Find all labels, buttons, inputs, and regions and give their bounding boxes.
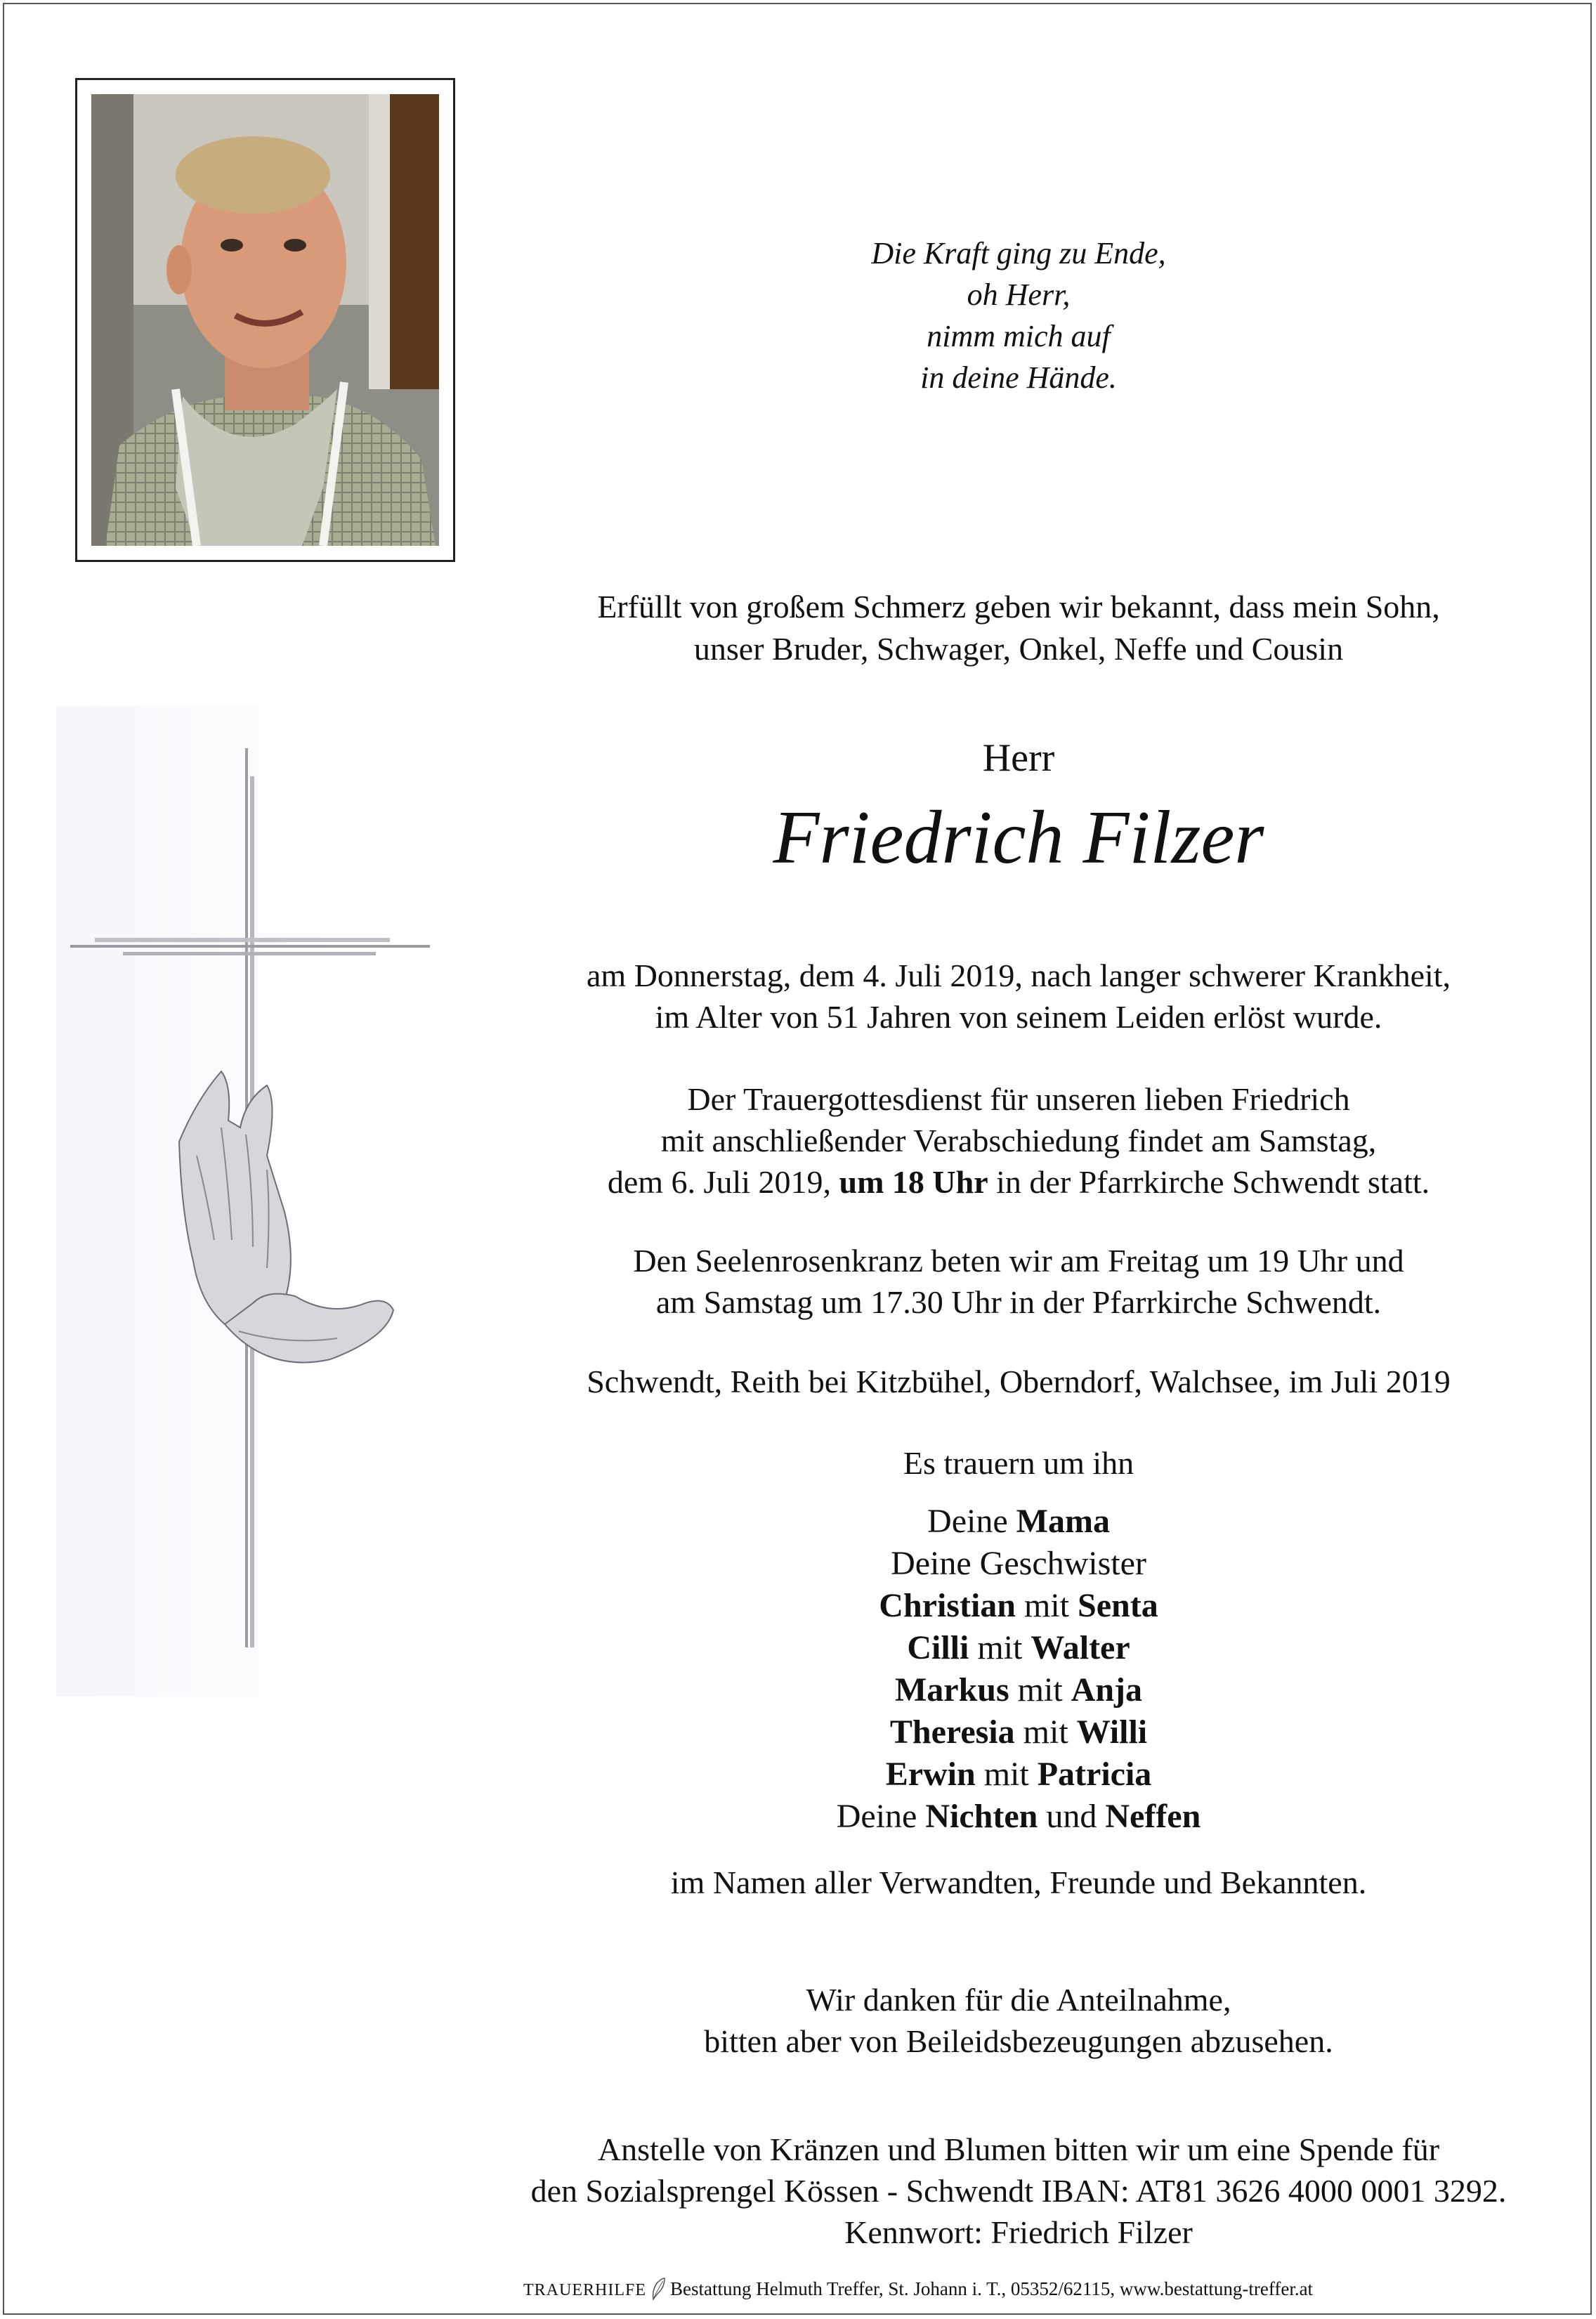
service-line xyxy=(506,1161,1531,1203)
verse-line: oh Herr, xyxy=(967,277,1071,312)
mourner-conjunction: mit xyxy=(977,1629,1023,1666)
service-line: Der Trauergottesdienst für unseren lieben Friedrich xyxy=(687,1081,1350,1117)
mourner-line xyxy=(506,1711,1531,1753)
mourner-name: Patricia xyxy=(1037,1756,1152,1793)
passing-line: am Donnerstag, dem 4. Juli 2019, nach langer schwerer Krankheit, xyxy=(586,958,1451,993)
closing-line: im Namen aller Verwandten, Freunde und Bekannten. xyxy=(670,1864,1367,1900)
intro-line: Erfüllt von großem Schmerz geben wir bekannt, dass mein Sohn, xyxy=(597,589,1440,625)
mourner-line xyxy=(506,1753,1531,1796)
mourner-name: Neffen xyxy=(1105,1798,1201,1835)
mourners-list xyxy=(506,1501,1531,1838)
mourner-name: Nichten xyxy=(925,1798,1038,1835)
mourner-conjunction: mit xyxy=(983,1756,1029,1793)
mourner-name: Theresia xyxy=(889,1713,1015,1751)
verse-line: in deine Hände. xyxy=(920,360,1117,395)
mourner-name: Markus xyxy=(894,1671,1009,1709)
rosary-notice xyxy=(506,1240,1531,1323)
mourner-line xyxy=(506,1585,1531,1627)
mourner-conjunction: mit xyxy=(1023,1713,1068,1751)
mourners-heading: Es trauern um ihn xyxy=(903,1445,1134,1481)
mourner-conjunction: und xyxy=(1046,1798,1097,1835)
mourner-name: Mama xyxy=(1016,1503,1110,1540)
deceased-name: Friedrich Filzer xyxy=(773,796,1264,880)
verse-line: nimm mich auf xyxy=(927,319,1111,353)
donation-line: Anstelle von Kränzen und Blumen bitten wir um eine Spende für xyxy=(597,2131,1440,2167)
mourner-prefix: Deine xyxy=(836,1798,917,1835)
service-line: mit anschließender Verabschiedung findet am Samstag, xyxy=(660,1123,1377,1158)
service-location: in der Pfarrkirche Schwendt statt. xyxy=(996,1164,1430,1200)
salutation: Herr xyxy=(982,736,1055,780)
portrait-frame xyxy=(75,78,455,562)
donation-line: den Sozialsprengel Kössen - Schwendt IBAN: AT81 3626 4000 0001 3292. xyxy=(530,2173,1507,2209)
mourner-name: Erwin xyxy=(885,1756,976,1793)
leaf-icon xyxy=(649,2277,667,2301)
passing-line: im Alter von 51 Jahren von seinem Leiden erlöst wurde. xyxy=(655,999,1382,1035)
verse-line: Die Kraft ging zu Ende, xyxy=(871,236,1166,270)
footer-text: Bestattung Helmuth Treffer, St. Johann i. T., 05352/62115, www.bestattung-treffer.at xyxy=(670,2278,1314,2299)
mourner-line xyxy=(506,1501,1531,1543)
verse xyxy=(506,233,1531,398)
mourner-name: Cilli xyxy=(907,1629,969,1666)
mourner-line xyxy=(506,1669,1531,1711)
mourner-name: Walter xyxy=(1031,1629,1130,1666)
intro-line: unser Bruder, Schwager, Onkel, Neffe und Cousin xyxy=(693,631,1344,667)
mourner-line xyxy=(506,1796,1531,1838)
announcement-intro xyxy=(506,586,1531,670)
portrait-photo xyxy=(91,94,439,546)
funeral-home-footer xyxy=(523,2277,1521,2302)
donation-line: Kennwort: Friedrich Filzer xyxy=(844,2214,1193,2250)
mourner-name: Anja xyxy=(1071,1671,1143,1709)
service-time: um 18 Uhr xyxy=(839,1164,988,1200)
passing-notice xyxy=(506,955,1531,1038)
rosary-line: Den Seelenrosenkranz beten wir am Freitag um 19 Uhr und xyxy=(633,1243,1404,1279)
thanks-notice xyxy=(506,1979,1531,2062)
service-date: dem 6. Juli 2019, xyxy=(607,1164,832,1200)
mourner-prefix: Deine xyxy=(927,1503,1008,1540)
thanks-line: Wir danken für die Anteilnahme, xyxy=(806,1982,1231,2018)
cross-praying-hands-illustration xyxy=(56,706,450,1697)
mourner-line xyxy=(506,1627,1531,1669)
thanks-line: bitten aber von Beileidsbezeugungen abzusehen. xyxy=(704,2023,1333,2059)
mourner-conjunction: mit xyxy=(1024,1587,1070,1624)
mourner-conjunction: mit xyxy=(1017,1671,1063,1709)
footer-brand: TRAUERHILFE xyxy=(523,2281,646,2299)
mourner-name: Willi xyxy=(1076,1713,1148,1751)
mourner-name: Christian xyxy=(879,1587,1016,1624)
mourner-name: Senta xyxy=(1078,1587,1158,1624)
place-and-date: Schwendt, Reith bei Kitzbühel, Oberndorf, Walchsee, im Juli 2019 xyxy=(587,1364,1451,1399)
rosary-line: am Samstag um 17.30 Uhr in der Pfarrkirche Schwendt. xyxy=(655,1284,1382,1320)
mourner-line: Deine Geschwister xyxy=(891,1545,1146,1582)
donation-notice xyxy=(506,2129,1531,2253)
funeral-service-notice xyxy=(506,1078,1531,1203)
